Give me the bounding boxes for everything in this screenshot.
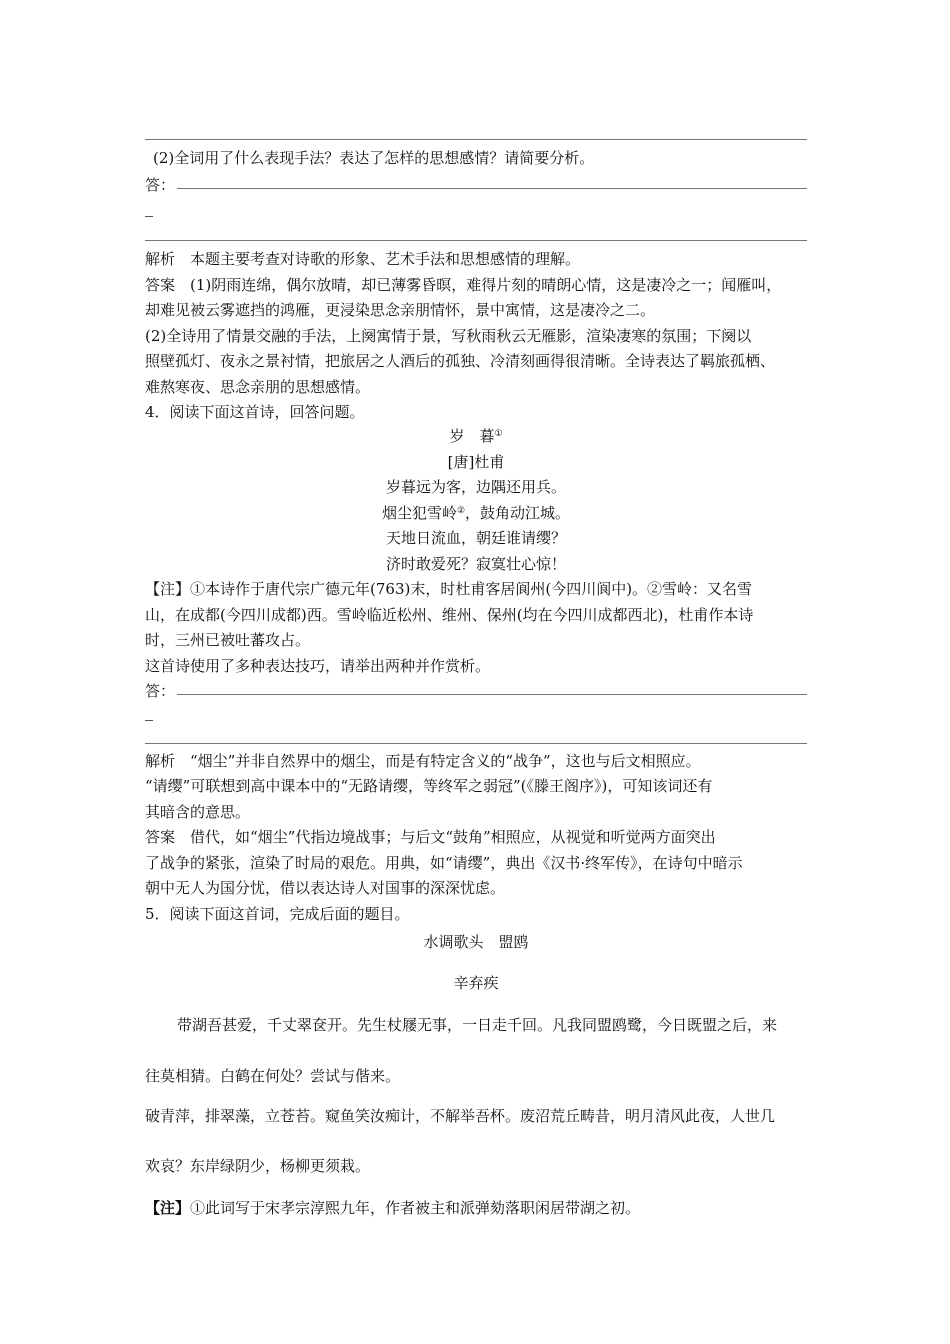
question-4-text: 这首诗使用了多种表达技巧，请举出两种并作赏析。 <box>145 657 491 675</box>
poem-line: 天地日流血，朝廷谁请缨？ <box>385 529 566 547</box>
ci-title: 水调歌头 盟鸥 <box>423 933 529 951</box>
poem-title <box>145 426 807 446</box>
note-tag: 【注】 <box>145 1199 191 1217</box>
footnote-mark: ② <box>456 506 466 516</box>
ci-line: 带湖吾甚爱，千丈翠奁开。先生杖屦无事，一日走千回。凡我同盟鸥鹭，今日既盟之后，来 <box>177 1016 778 1034</box>
analysis-text: 解析 本题主要考查对诗歌的形象、艺术手法和思想感情的理解。 <box>145 250 581 268</box>
poem-note-line: 山，在成都(今四川成都)西。雪岭临近松州、维州、保州(均在今四川成都西北)，杜甫作本诗 <box>145 606 754 624</box>
poem-line: 济时敢爱死？寂寞壮心惊！ <box>385 555 566 573</box>
answer-text-line: 答案 (1)阴雨连绵，偶尔放晴，却已薄雾昏暝，难得片刻的晴朗心情，这是凄冷之一；闻雁叫， <box>145 276 782 294</box>
answer-blank-dash <box>145 216 153 217</box>
ci-line: 欢哀？东岸绿阴少，杨柳更须栽。 <box>145 1157 371 1175</box>
question-5-prompt: 5．阅读下面这首词，完成后面的题目。 <box>145 905 410 923</box>
answer-text-line: 了战争的紧张，渲染了时局的艰危。用典，如“请缨”，典出《汉书·终军传》，在诗句中暗示 <box>145 854 743 872</box>
answer-text-line: 朝中无人为国分忧，借以表达诗人对国事的深深忧虑。 <box>145 879 506 897</box>
answer-label: 答： <box>145 176 176 194</box>
poem-author: [唐]杜甫 <box>447 453 505 471</box>
answer-text-line: 答案 借代，如“烟尘”代指边境战事；与后文“鼓角”相照应，从视觉和听觉两方面突出 <box>145 828 716 846</box>
analysis-text-line: 解析 “烟尘”并非自然界中的烟尘，而是有特定含义的“战争”，这也与后文相照应。 <box>145 752 701 770</box>
answer-blank-line <box>145 139 807 140</box>
poem-line-part: 烟尘犯雪岭 <box>381 504 457 522</box>
ci-note <box>145 1198 640 1218</box>
analysis-text-line: 其暗含的意思。 <box>145 803 251 821</box>
poem-line-part: ，鼓角动江城。 <box>465 504 571 522</box>
answer-text-line: 照壁孤灯、夜永之景衬情，把旅居之人酒后的孤独、冷清刻画得很清晰。全诗表达了羁旅孤栖、 <box>145 352 776 370</box>
poem-line: 岁暮远为客，边隅还用兵。 <box>385 478 566 496</box>
poem-line <box>145 503 807 523</box>
poem-note-line: 时，三州已被吐蕃攻占。 <box>145 631 311 649</box>
question-3-part-2: (2)全词用了什么表现手法？表达了怎样的思想感情？请简要分析。 <box>153 149 595 167</box>
answer-blank-line <box>145 240 807 241</box>
answer-blank-line <box>177 694 807 695</box>
ci-line: 破青萍，排翠藻，立苍苔。窥鱼笑汝痴计，不解举吾杯。废沼荒丘畴昔，明月清风此夜，人世几 <box>145 1107 776 1125</box>
poem-title-text: 岁 暮 <box>449 427 495 445</box>
note-text: ①此词写于宋孝宗淳熙九年，作者被主和派弹劾落职闲居带湖之初。 <box>190 1199 641 1217</box>
footnote-mark: ① <box>494 429 503 439</box>
poem-note-line: 【注】①本诗作于唐代宗广德元年(763)末，时杜甫客居阆州(今四川阆中)。②雪岭：又名雪 <box>145 580 753 598</box>
ci-author: 辛弃疾 <box>453 974 499 992</box>
answer-text-line: 却难见被云雾遮挡的鸿雁，更浸染思念亲朋情怀，景中寓情，这是凄冷之二。 <box>145 301 656 319</box>
answer-label: 答： <box>145 682 176 700</box>
answer-blank-dash <box>145 720 153 721</box>
answer-blank-line <box>145 743 807 744</box>
analysis-text-line: “请缨”可联想到高中课本中的“无路请缨，等终军之弱冠”(《滕王阁序》)，可知该词还有 <box>145 777 713 795</box>
ci-line: 往莫相猜。白鹤在何处？尝试与偕来。 <box>145 1067 401 1085</box>
question-4-prompt: 4．阅读下面这首诗，回答问题。 <box>145 403 365 421</box>
answer-text-line: 难熬寒夜、思念亲朋的思想感情。 <box>145 378 371 396</box>
answer-text-line: (2)全诗用了情景交融的手法，上阕寓情于景，写秋雨秋云无雁影，渲染凄寒的氛围；下阕以 <box>145 327 752 345</box>
answer-blank-line <box>177 188 807 189</box>
